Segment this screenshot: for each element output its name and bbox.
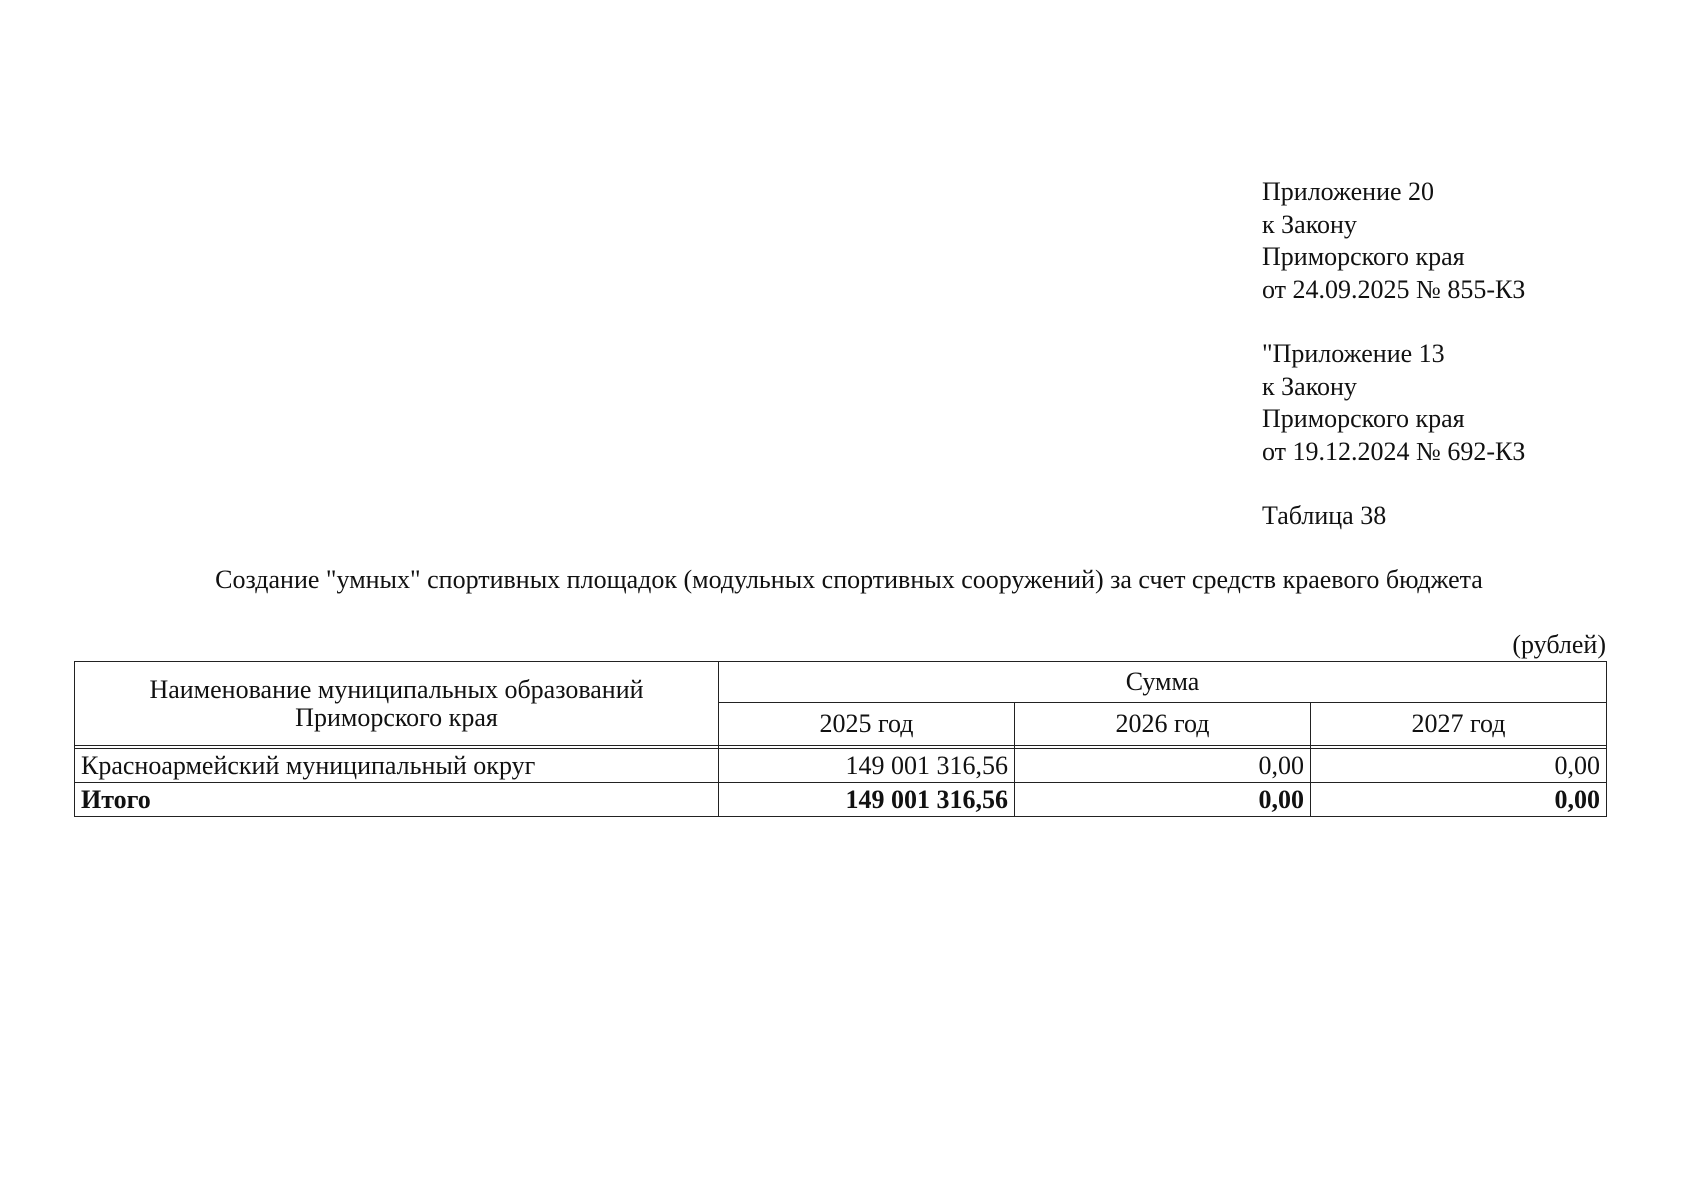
appendix-amended-region: Приморского края [1262, 404, 1465, 433]
appendix-current-law-ref: к Закону [1262, 209, 1357, 239]
appendix-current-date: от 24.09.2025 № 855-КЗ [1262, 274, 1526, 304]
header-year-2027: 2027 год [1311, 703, 1607, 746]
appendix-amended-number: "Приложение 13 [1262, 339, 1445, 368]
header-sum: Сумма [719, 662, 1607, 703]
row-value-2026: 0,00 [1015, 749, 1311, 783]
row-municipality-name: Красноармейский муниципальный округ [75, 749, 719, 783]
table-row [75, 749, 1607, 783]
appendix-current-block [1262, 176, 1525, 306]
header-municipality-line1: Наименование муниципальных образований [149, 674, 644, 704]
row-value-2025: 149 001 316,56 [719, 749, 1015, 783]
appendix-amended-date: от 19.12.2024 № 692-КЗ [1262, 436, 1526, 466]
units-label: (рублей) [1512, 630, 1606, 659]
appendix-current-number: Приложение 20 [1262, 177, 1435, 206]
total-value-2025: 149 001 316,56 [719, 783, 1015, 817]
total-label: Итого [75, 783, 719, 817]
header-year-2025: 2025 год [719, 703, 1015, 746]
row-value-2027: 0,00 [1311, 749, 1607, 783]
header-municipality-line2: Приморского края [295, 702, 498, 732]
appendix-amended-law-ref: к Закону [1262, 371, 1357, 401]
total-value-2026: 0,00 [1015, 783, 1311, 817]
header-year-2026: 2026 год [1015, 703, 1311, 746]
budget-table [74, 661, 1607, 817]
table-header-row [75, 662, 1607, 703]
table-total-row [75, 783, 1607, 817]
total-value-2027: 0,00 [1311, 783, 1607, 817]
appendix-current-region: Приморского края [1262, 242, 1465, 271]
appendix-amended-block [1262, 338, 1525, 468]
document-title: Создание "умных" спортивных площадок (модульных спортивных сооружений) за счет средств краевого бюджета [215, 565, 1483, 594]
table-label: Таблица 38 [1262, 501, 1387, 530]
header-municipality [75, 662, 719, 746]
